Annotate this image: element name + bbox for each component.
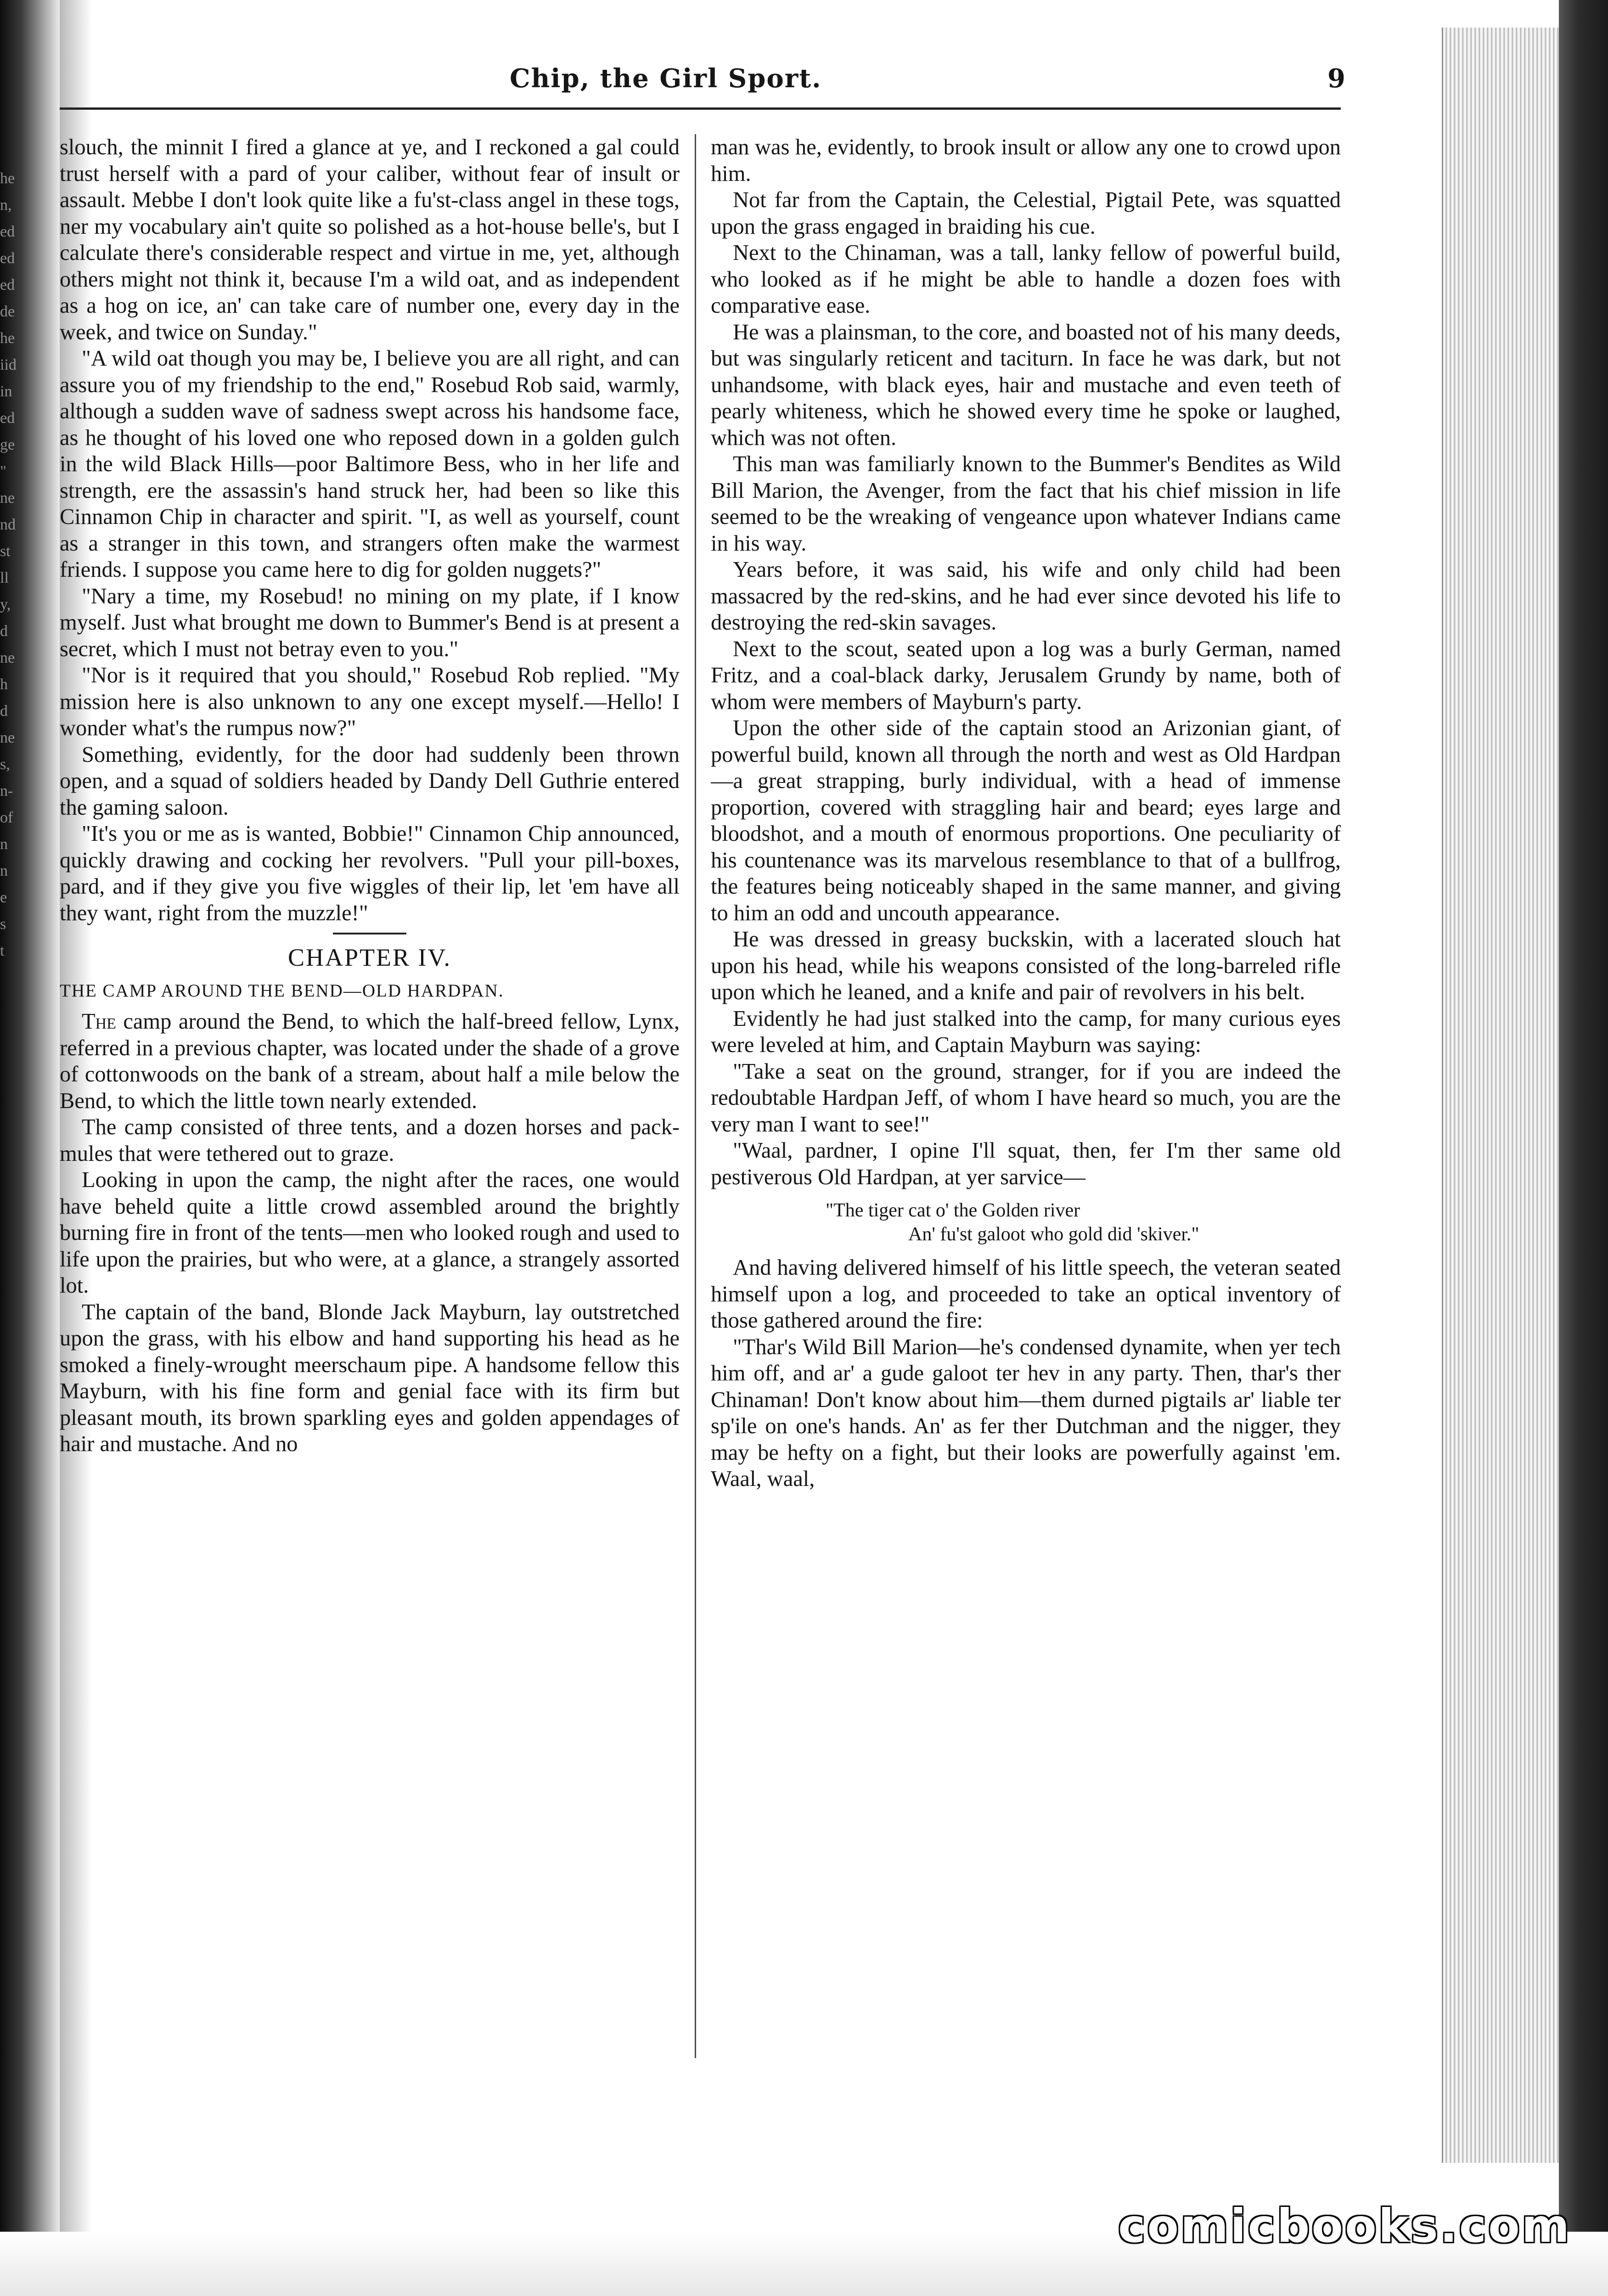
edge-fragment: in <box>0 383 12 400</box>
edge-fragment: e <box>0 889 7 906</box>
paragraph: He was a plainsman, to the core, and boasted not of his many deeds, but was singularly reticent and taciturn. In face he was dark, but not unhandsome, with black eyes, hair and mustache and even teeth of pearly whiteness, which he showed every time he spoke or laughed, which was not often. <box>711 320 1341 450</box>
paragraph: slouch, the minnit I fired a glance at ye, and I reckoned a gal could trust herself with a pard of your caliber, without fear of insult or assault. Mebbe I don't look quite like a fu'st-class angel in these togs, ner my vocabulary ain't quite so polished as a hot-house belle's, but I calculate there's considerable respect and virtue in me, yet, although others might not think it, because I'm a wild oat, and as independent as a hog on ice, an' can take care of number one, every day in the week, and twice on Sunday." <box>60 135 680 344</box>
edge-fragment: t <box>0 942 5 959</box>
watermark: comicbooks.com <box>1118 2199 1571 2253</box>
paragraph: He was dressed in greasy buckskin, with a lacerated slouch hat upon his head, while his weapons consisted of the long-barreled rifle upon which he leaned, and a knife and pair of revolvers in his belt. <box>711 927 1341 1004</box>
edge-fragment: of <box>0 809 13 826</box>
edge-fragment: n <box>0 836 8 853</box>
edge-fragment: ed <box>0 276 15 293</box>
edge-fragment: s, <box>0 756 10 773</box>
paragraph: "Waal, pardner, I opine I'll squat, then, fer I'm ther same old pestiverous Old Hardpan, at yer sarvice— <box>711 1138 1341 1189</box>
edge-fragment: y, <box>0 596 11 613</box>
edge-fragment: d <box>0 703 8 720</box>
edge-fragment: ll <box>0 569 9 586</box>
edge-fragment: ne <box>0 649 15 666</box>
verse-line: "The tiger cat o' the Golden river <box>826 1200 1080 1221</box>
header-rule <box>60 107 1341 110</box>
edge-fragment: " <box>0 463 6 480</box>
edge-fragment: d <box>0 623 8 640</box>
edge-fragment: nd <box>0 516 16 533</box>
paragraph: This man was familiarly known to the Bummer's Bendites as Wild Bill Marion, the Avenger, from the fact that his chief mission in life seemed to be the wreaking of vengeance upon whatever Indians came in his way. <box>711 452 1341 556</box>
chapter-number: CHAPTER IV. <box>287 944 452 971</box>
chapter-first-paragraph-text: camp around the Bend, to which the half-breed fellow, Lynx, referred in a previous chapter, was located under the shade of a grove of cottonwoods on the bank of a stream, about half a mile below the Bend, to which the little town nearly extended. <box>60 1009 680 1113</box>
paragraph: Evidently he had just stalked into the camp, for many curious eyes were leveled at him, and Captain Mayburn was saying: <box>711 1006 1341 1057</box>
paragraph: "Thar's Wild Bill Marion—he's condensed dynamite, when yer tech him off, and ar' a gude galoot ter hev in any party. Then, thar's ther Chinaman! Don't know about him—them durned pigtails ar' liable ter sp'ile on one's hands. An' as fer ther Dutchman and the nigger, they may be hefty on a fight, but their looks are powerfully against 'em. Waal, waal, <box>711 1334 1341 1491</box>
column-divider <box>695 134 696 2058</box>
chapter-first-paragraph <box>60 1008 680 1114</box>
paragraph: Something, evidently, for the door had suddenly been thrown open, and a squad of soldiers headed by Dandy Dell Guthrie entered the gaming saloon. <box>60 742 680 820</box>
paragraph: "It's you or me as is wanted, Bobbie!" Cinnamon Chip announced, quickly drawing and cocking her revolvers. "Pull your pill-boxes, pard, and if they give you five wiggles of their lip, let 'em have all they want, right from the muzzle!" <box>60 822 680 925</box>
page-stack-edges <box>1442 28 1560 2163</box>
paragraph: And having delivered himself of his little speech, the veteran seated himself upon a log, and proceeded to take an optical inventory of those gathered around the fire: <box>711 1255 1341 1333</box>
paragraph: Looking in upon the camp, the night after the races, one would have beheld quite a little crowd assembled around the brightly burning fire in front of the tents—men who looked rough and used to life upon the prairies, but who were, at a glance, a strangely assorted lot. <box>60 1168 680 1298</box>
edge-fragment: n <box>0 862 8 879</box>
paragraph: Upon the other side of the captain stood an Arizonian giant, of powerful build, known all through the north and west as Old Hardpan—a great strapping, burly individual, with a head of immense proportion, covered with straggling hair and beard; eyes large and bloodshot, and a mouth of enormous proportions. One peculiarity of his countenance was its marvelous resemblance to that of a bullfrog, the features being noticeably shaped in the same manner, and giving to him an odd and uncouth appearance. <box>711 716 1341 925</box>
edge-fragment: n- <box>0 782 13 799</box>
edge-fragment: h <box>0 676 8 693</box>
paragraph: "Take a seat on the ground, stranger, for if you are indeed the redoubtable Hardpan Jeff, of whom I have heard so much, you are the very man I want to see!" <box>711 1059 1341 1137</box>
paragraph: Next to the scout, seated upon a log was a burly German, named Fritz, and a coal-black darky, Jerusalem Grundy by name, both of whom were members of Mayburn's party. <box>711 636 1341 714</box>
facing-page-edge-text <box>0 165 55 964</box>
paragraph: "A wild oat though you may be, I believe you are all right, and can assure you of my friendship to the end," Rosebud Rob said, warmly, although a sudden wave of sadness swept across his handsome face, as he thought of his loved one who reposed down in a golden gulch in the wild Black Hills—poor Baltimore Bess, who in her life and strength, ere the assassin's hand struck her, had been so like this Cinnamon Chip in character and spirit. "I, as well as yourself, count as a stranger in this town, and strangers often make the warmest friends. I suppose you came here to dig for golden nuggets?" <box>60 346 680 582</box>
paragraph: The captain of the band, Blonde Jack Mayburn, lay outstretched upon the grass, with his elbow and hand supporting his head as he smoked a finely-wrought meerschaum pipe. A handsome fellow this Mayburn, with his fine form and genial face with its firm but pleasant mouth, its brown sparkling eyes and golden appendages of hair and mustache. And no <box>60 1300 680 1456</box>
chapter-title: THE CAMP AROUND THE BEND—OLD HARDPAN. <box>60 980 504 1001</box>
paragraph: Years before, it was said, his wife and only child had been massacred by the red-skins, and he had ever since devoted his life to destroying the red-skin savages. <box>711 557 1341 635</box>
left-column <box>60 134 680 2086</box>
paragraph: Not far from the Captain, the Celestial, Pigtail Pete, was squatted upon the grass engaged in braiding his cue. <box>711 188 1341 239</box>
paragraph: "Nary a time, my Rosebud! no mining on my plate, if I know myself. Just what brought me down to Bummer's Bend is at present a secret, which I must not betray even to you." <box>60 584 680 661</box>
edge-fragment: iid <box>0 356 17 373</box>
edge-fragment: de <box>0 303 15 320</box>
edge-fragment: he <box>0 330 15 347</box>
paragraph: Next to the Chinaman, was a tall, lanky fellow of powerful build, who looked as if he might be able to handle a dozen foes with comparative ease. <box>711 241 1341 318</box>
paragraph: "Nor is it required that you should," Rosebud Rob replied. "My mission here is also unknown to any one except myself.—Hello! I wonder what's the rumpus now?" <box>60 663 680 740</box>
running-head: Chip, the Girl Sport. <box>510 63 822 94</box>
edge-fragment: ed <box>0 250 15 267</box>
edge-fragment: s <box>0 916 6 933</box>
edge-fragment: ge <box>0 436 15 453</box>
edge-fragment: ed <box>0 223 15 240</box>
edge-fragment: n, <box>0 197 12 214</box>
paragraph: man was he, evidently, to brook insult or allow any one to crowd upon him. <box>711 135 1341 186</box>
page-number: 9 <box>1327 63 1345 94</box>
paragraph: The camp consisted of three tents, and a dozen horses and pack-mules that were tethered out to graze. <box>60 1115 680 1166</box>
verse-line: An' fu'st galoot who gold did 'skiver." <box>908 1224 1199 1245</box>
section-divider <box>333 933 406 934</box>
verse-quote <box>711 1199 1341 1246</box>
right-column <box>711 134 1341 2086</box>
edge-fragment: st <box>0 543 11 560</box>
chapter-lead-word: The <box>82 1009 116 1034</box>
edge-fragment: ed <box>0 410 15 427</box>
edge-fragment: ne <box>0 490 15 506</box>
book-cover-edge <box>1559 0 1608 2296</box>
page-header <box>60 60 1345 110</box>
edge-fragment: he <box>0 170 15 187</box>
edge-fragment: ne <box>0 729 15 746</box>
